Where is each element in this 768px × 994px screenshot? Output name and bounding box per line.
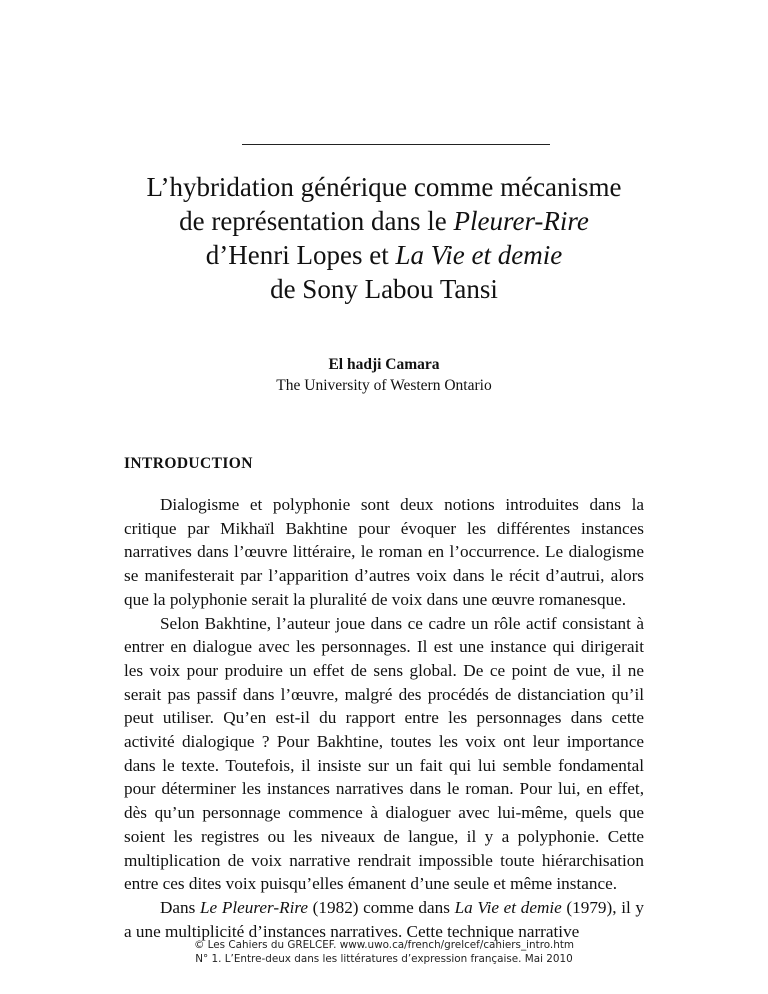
title-work-la-vie-et-demie: La Vie et demie	[395, 240, 563, 270]
title-rule	[242, 144, 550, 145]
title-line-2	[60, 204, 708, 238]
title-line-3-text: d’Henri Lopes et	[205, 240, 396, 270]
title-line-2-text: de représentation dans le	[179, 206, 454, 236]
author-name: El hadji Camara	[328, 356, 440, 373]
footer-line-2: N° 1. L’Entre-deux dans les littératures d’expression française. Mai 2010	[195, 953, 573, 965]
paragraph-3-work-1: Le Pleurer-Rire	[199, 897, 309, 917]
author-affiliation: The University of Western Ontario	[276, 377, 492, 394]
title-line-1: L’hybridation générique comme mécanisme	[146, 172, 622, 202]
paragraph-3-text-c: (1979), il y a une multiplicité d’instances narratives. Cette technique narrative	[124, 897, 644, 941]
article-body	[124, 493, 644, 943]
page-footer	[0, 938, 768, 966]
title-line-4: de Sony Labou Tansi	[270, 274, 498, 304]
title-work-pleurer-rire: Pleurer-Rire	[453, 206, 589, 236]
paragraph-3-text-a: Dans	[160, 897, 200, 917]
paragraph-3-text-b: (1982) comme dans	[308, 897, 455, 917]
article-title	[60, 170, 708, 306]
paragraph-3	[124, 896, 644, 943]
paragraph-1: Dialogisme et polyphonie sont deux notions introduites dans la critique par Mikhaïl Bakhtine pour évoquer les différentes instances narratives dans l’œuvre littéraire, le roman en l’occurrence. Le dialogisme se manifesterait par l’apparition d’autres voix dans le récit d’autrui, alors que la polyphonie serait la pluralité de voix dans une œuvre romanesque.	[124, 495, 644, 609]
footer-line-1: © Les Cahiers du GRELCEF. www.uwo.ca/french/grelcef/cahiers_intro.htm	[193, 939, 575, 951]
section-heading: INTRODUCTION	[124, 455, 253, 472]
title-line-3	[60, 238, 708, 272]
paragraph-2: Selon Bakhtine, l’auteur joue dans ce cadre un rôle actif consistant à entrer en dialogue avec les personnages. Il est une instance qui dirigerait les voix pour produire un effet de sens global. De ce point de vue, il ne serait pas passif dans l’œuvre, malgré des procédés de distanciation qu’il peut utiliser. Qu’en est-il du rapport entre les personnages dans cette activité dialogique ? Pour Bakhtine, toutes les voix ont leur importance dans le texte. Toutefois, il insiste sur un fait qui lui semble fondamental pour déterminer les instances narratives dans le roman. Pour lui, en effet, dès qu’un personnage commence à dialoguer avec lui-même, quels que soient les registres ou les niveaux de langue, il y a polyphonie. Cette multiplication de voix narrative rendrait impossible toute hiérarchisation entre ces dites voix puisqu’elles émanent d’une seule et même instance.	[124, 613, 644, 894]
paragraph-3-work-2: La Vie et demie	[454, 897, 562, 917]
